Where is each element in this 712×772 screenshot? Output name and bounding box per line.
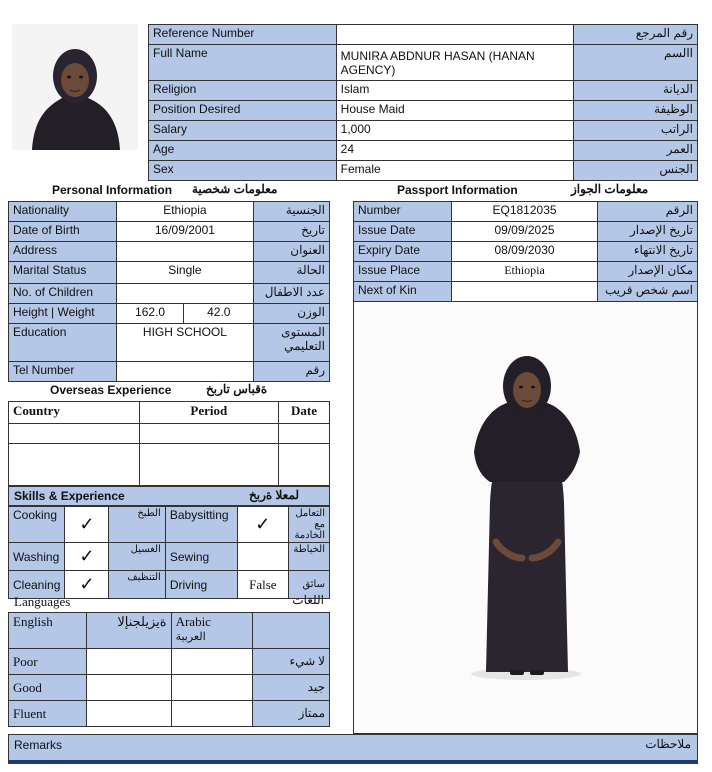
- personal-row-height-weight: [9, 304, 330, 324]
- overseas-table: [8, 401, 330, 486]
- header-label: Full Name: [149, 45, 337, 81]
- remarks-label: Remarks: [14, 738, 63, 752]
- level-label: Good: [9, 675, 87, 701]
- passport-row: [354, 202, 698, 222]
- skill-label-ar: التنظيف: [109, 571, 165, 599]
- personal-row-education: [9, 324, 330, 362]
- skill-label-ar: سائق: [288, 571, 329, 599]
- personal-value: [116, 362, 253, 382]
- personal-label-ar: رقم: [254, 362, 330, 382]
- passport-info-title: [353, 181, 698, 201]
- passport-info-table: [353, 201, 698, 302]
- language-level-row: [9, 649, 330, 675]
- header-label: Position Desired: [149, 101, 337, 121]
- level-label-ar: جيد: [253, 675, 330, 701]
- personal-info-title-ar: معلومات شخصية: [192, 182, 278, 196]
- personal-info-title-en: Personal Information: [52, 183, 173, 197]
- overseas-header-row: [9, 402, 330, 424]
- personal-value: Single: [116, 262, 253, 284]
- personal-value: Ethiopia: [116, 202, 253, 222]
- skills-table: [8, 506, 330, 599]
- full-body-photo-image: [354, 302, 697, 733]
- portrait-photo-image: [12, 24, 138, 150]
- level-label: Fluent: [9, 701, 87, 727]
- header-label: Age: [149, 141, 337, 161]
- personal-label: Height | Weight: [9, 304, 117, 324]
- passport-value: Ethiopia: [451, 262, 598, 282]
- overseas-col-country: Country: [9, 402, 140, 424]
- passport-row: [354, 242, 698, 262]
- header-row-age: [149, 141, 698, 161]
- passport-value: [451, 282, 598, 302]
- overseas-row: [9, 424, 330, 444]
- overseas-row: [9, 444, 330, 486]
- overseas-title-en: Overseas Experience: [50, 383, 172, 397]
- skill-driving-value: False: [237, 571, 288, 599]
- header-value: Islam: [336, 81, 574, 101]
- header-row-reference: [149, 25, 698, 45]
- passport-info-title-ar: معلومات الجواز: [571, 182, 649, 196]
- height-value: 162.0: [116, 304, 184, 324]
- overseas-title: [8, 381, 330, 401]
- skill-check-icon: ✓: [237, 507, 288, 543]
- arabic-label-en: Arabic: [175, 614, 211, 629]
- personal-row-dob: [9, 222, 330, 242]
- skills-row: [9, 507, 330, 543]
- english-label: English: [9, 613, 87, 649]
- passport-label-ar: تاريخ الانتهاء: [598, 242, 698, 262]
- personal-label: Date of Birth: [9, 222, 117, 242]
- arabic-label-ar: العربية: [175, 631, 206, 643]
- personal-label-ar: الحالة: [254, 262, 330, 284]
- skills-title-ar: لمعلا ةربخ: [249, 488, 300, 502]
- overseas-col-period: Period: [139, 402, 278, 424]
- personal-row-children: [9, 284, 330, 304]
- header-row-fullname: [149, 45, 698, 81]
- header-label-ar: االسم: [574, 45, 698, 81]
- personal-label-ar: عدد الاطفال: [254, 284, 330, 304]
- header-row-sex: [149, 161, 698, 181]
- personal-label-ar: الوزن: [254, 304, 330, 324]
- skill-label: Cooking: [9, 507, 65, 543]
- passport-row: [354, 262, 698, 282]
- header-value: [336, 25, 574, 45]
- skill-check-icon: ✓: [65, 571, 109, 599]
- language-level-row: [9, 701, 330, 727]
- skill-label-ar: الطبخ: [109, 507, 165, 543]
- passport-info-title-en: Passport Information: [397, 183, 518, 197]
- header-value: House Maid: [336, 101, 574, 121]
- languages-header-row: [9, 613, 330, 649]
- header-label-ar: الجنس: [574, 161, 698, 181]
- personal-label: Marital Status: [9, 262, 117, 284]
- remarks-bar: [8, 734, 698, 764]
- header-label: Reference Number: [149, 25, 337, 45]
- personal-label-ar: العنوان: [254, 242, 330, 262]
- header-row-religion: [149, 81, 698, 101]
- passport-value: 08/09/2030: [451, 242, 598, 262]
- skill-label: Cleaning: [9, 571, 65, 599]
- header-label: Religion: [149, 81, 337, 101]
- skills-title-en: Skills & Experience: [14, 489, 125, 503]
- personal-label: No. of Children: [9, 284, 117, 304]
- personal-info-title: [8, 181, 330, 201]
- personal-label-ar: تاريخ: [254, 222, 330, 242]
- full-body-photo: [353, 301, 698, 734]
- weight-value: 42.0: [184, 304, 254, 324]
- header-label: Salary: [149, 121, 337, 141]
- skills-row: [9, 543, 330, 571]
- header-value: 1,000: [336, 121, 574, 141]
- personal-row-marital: [9, 262, 330, 284]
- personal-label: Address: [9, 242, 117, 262]
- skill-label-ar: الخياطة: [288, 543, 329, 571]
- personal-label-ar: الجنسية: [254, 202, 330, 222]
- passport-label-ar: مكان الإصدار: [598, 262, 698, 282]
- overseas-title-ar: ةقباس تاربخ: [206, 382, 268, 396]
- languages-title: [8, 592, 330, 612]
- skill-label: Driving: [165, 571, 237, 599]
- skill-label-ar: الغسيل: [109, 543, 165, 571]
- header-label-ar: العمر: [574, 141, 698, 161]
- personal-row-tel: [9, 362, 330, 382]
- personal-value: 16/09/2001: [116, 222, 253, 242]
- passport-row: [354, 222, 698, 242]
- passport-value: 09/09/2025: [451, 222, 598, 242]
- skill-check-icon: ✓: [65, 543, 109, 571]
- header-value: Female: [336, 161, 574, 181]
- skill-check-icon: [237, 543, 288, 571]
- skill-label-ar: التعامل مع الخادمة: [288, 507, 329, 543]
- skill-label: Sewing: [165, 543, 237, 571]
- english-label-ar: ةيزيلجنإلا: [86, 613, 171, 649]
- language-level-row: [9, 675, 330, 701]
- level-label-ar: ممتاز: [253, 701, 330, 727]
- personal-label: Nationality: [9, 202, 117, 222]
- passport-label-ar: تاريخ الإصدار: [598, 222, 698, 242]
- level-label: Poor: [9, 649, 87, 675]
- passport-label: Issue Place: [354, 262, 452, 282]
- arabic-label: [171, 613, 253, 649]
- skills-title: [8, 486, 330, 506]
- personal-value: [116, 284, 253, 304]
- passport-value: EQ1812035: [451, 202, 598, 222]
- header-label-ar: الراتب: [574, 121, 698, 141]
- personal-label: Tel Number: [9, 362, 117, 382]
- languages-title-en: Languages: [14, 594, 71, 609]
- header-row-position: [149, 101, 698, 121]
- languages-title-ar: اللغات: [292, 593, 324, 607]
- languages-table: [8, 612, 330, 727]
- passport-label: Issue Date: [354, 222, 452, 242]
- passport-row: [354, 282, 698, 302]
- personal-row-address: [9, 242, 330, 262]
- skill-label: Babysitting: [165, 507, 237, 543]
- header-value: MUNIRA ABDNUR HASAN (HANAN AGENCY): [336, 45, 574, 81]
- personal-label-ar: المستوى التعليمي: [254, 324, 330, 362]
- portrait-photo: [12, 24, 138, 150]
- personal-value: HIGH SCHOOL: [116, 324, 253, 362]
- level-label-ar: لا شيء: [253, 649, 330, 675]
- skill-check-icon: ✓: [65, 507, 109, 543]
- header-value: 24: [336, 141, 574, 161]
- header-row-salary: [149, 121, 698, 141]
- header-label: Sex: [149, 161, 337, 181]
- skill-label: Washing: [9, 543, 65, 571]
- remarks-label-ar: ملاحظات: [645, 737, 691, 751]
- passport-label: Expiry Date: [354, 242, 452, 262]
- header-label-ar: رقم المرجع: [574, 25, 698, 45]
- header-label-ar: الوظيفة: [574, 101, 698, 121]
- personal-value: [116, 242, 253, 262]
- passport-label-ar: الرقم: [598, 202, 698, 222]
- passport-label: Next of Kin: [354, 282, 452, 302]
- passport-label-ar: اسم شخص قريب: [598, 282, 698, 302]
- personal-label: Education: [9, 324, 117, 362]
- overseas-col-date: Date: [279, 402, 330, 424]
- header-info-table: [148, 24, 698, 181]
- personal-row-nationality: [9, 202, 330, 222]
- header-label-ar: الديانة: [574, 81, 698, 101]
- passport-label: Number: [354, 202, 452, 222]
- personal-info-table: [8, 201, 330, 382]
